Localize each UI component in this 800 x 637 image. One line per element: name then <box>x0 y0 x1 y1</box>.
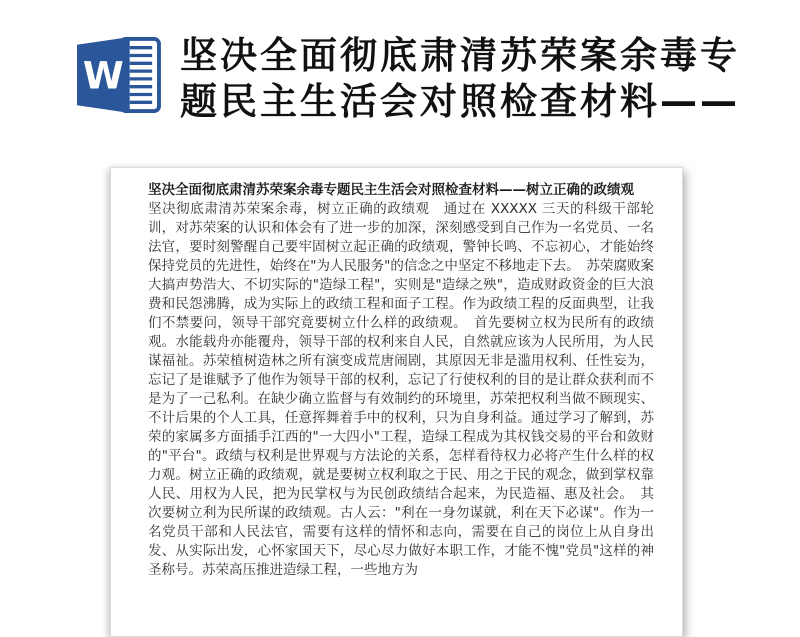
word-icon-letter: W <box>82 54 124 98</box>
header <box>0 0 800 125</box>
page-title: 坚决全面彻底肃清苏荣案余毒专题民主生活会对照检查材料—— <box>180 34 740 123</box>
document-heading: 坚决全面彻底肃清苏荣案余毒专题民主生活会对照检查材料——树立正确的政绩观 <box>148 182 634 198</box>
document-preview[interactable] <box>110 167 683 637</box>
document-body: 坚决彻底肃清苏荣案余毒，树立正确的政绩观 通过在 XXXXX 三天的科级干部轮训，对苏荣案的认识和体会有了进一步的加深，深刻感受到自己作为一名党员、一名法官，要时刻警醒自己要牢固树立起正确的政绩观，警钟长鸣、不忘初心，才能始终保持党员的先进性，始终在"为人民服务"的信念之中坚定不移地走下去。 苏荣腐败案大搞声势浩大、不切实际的"造绿工程"，实则是"造绿之殃"，造成财政资金的巨大浪费和民怨沸腾，成为实际上的政绩工程和面子工程。作为政绩工程的反面典型，让我们不禁要问，领导干部究竟要树立什么样的政绩观。 首先要树立权为民所有的政绩观。水能载舟亦能覆舟，领导干部的权利来自人民，自然就应该为人民所用，为人民谋福祉。苏荣植树造林之所有演变成荒唐闹剧，其原因无非是滥用权利、任性妄为，忘记了是谁赋予了他作为领导干部的权利，忘记了行使权利的目的是让群众获利而不是为了一己私利。在缺少确立监督与有效制约的环境里，苏荣把权利当做不顾现实、不计后果的个人工具，任意挥舞着手中的权利，只为自身利益。通过学习了解到，苏荣的家属多方面插手江西的"一大四小"工程，造绿工程成为其权钱交易的平台和敛财的"平台"。政绩与权利是世界观与方法论的关系，怎样看待权力必将产生什么样的权力观。树立正确的政绩观，就是要树立权利取之于民、用之于民的观念，做到掌权靠人民、用权为人民，把为民掌权与为民创政绩结合起来，为民造福、惠及社会。 其次要树立利为民所谋的政绩观。古人云："利在一身勿谋就，利在天下必谋"。作为一名党员干部和人民法官，需要有这样的情怀和志向，需要在自己的岗位上从自身出发、从实际出发，心怀家国天下，尽心尽力做好本职工作，才能不愧"党员"这样的神圣称号。苏荣高压推进造绿工程，一些地方为 <box>148 201 654 578</box>
word-file-icon <box>74 35 162 115</box>
